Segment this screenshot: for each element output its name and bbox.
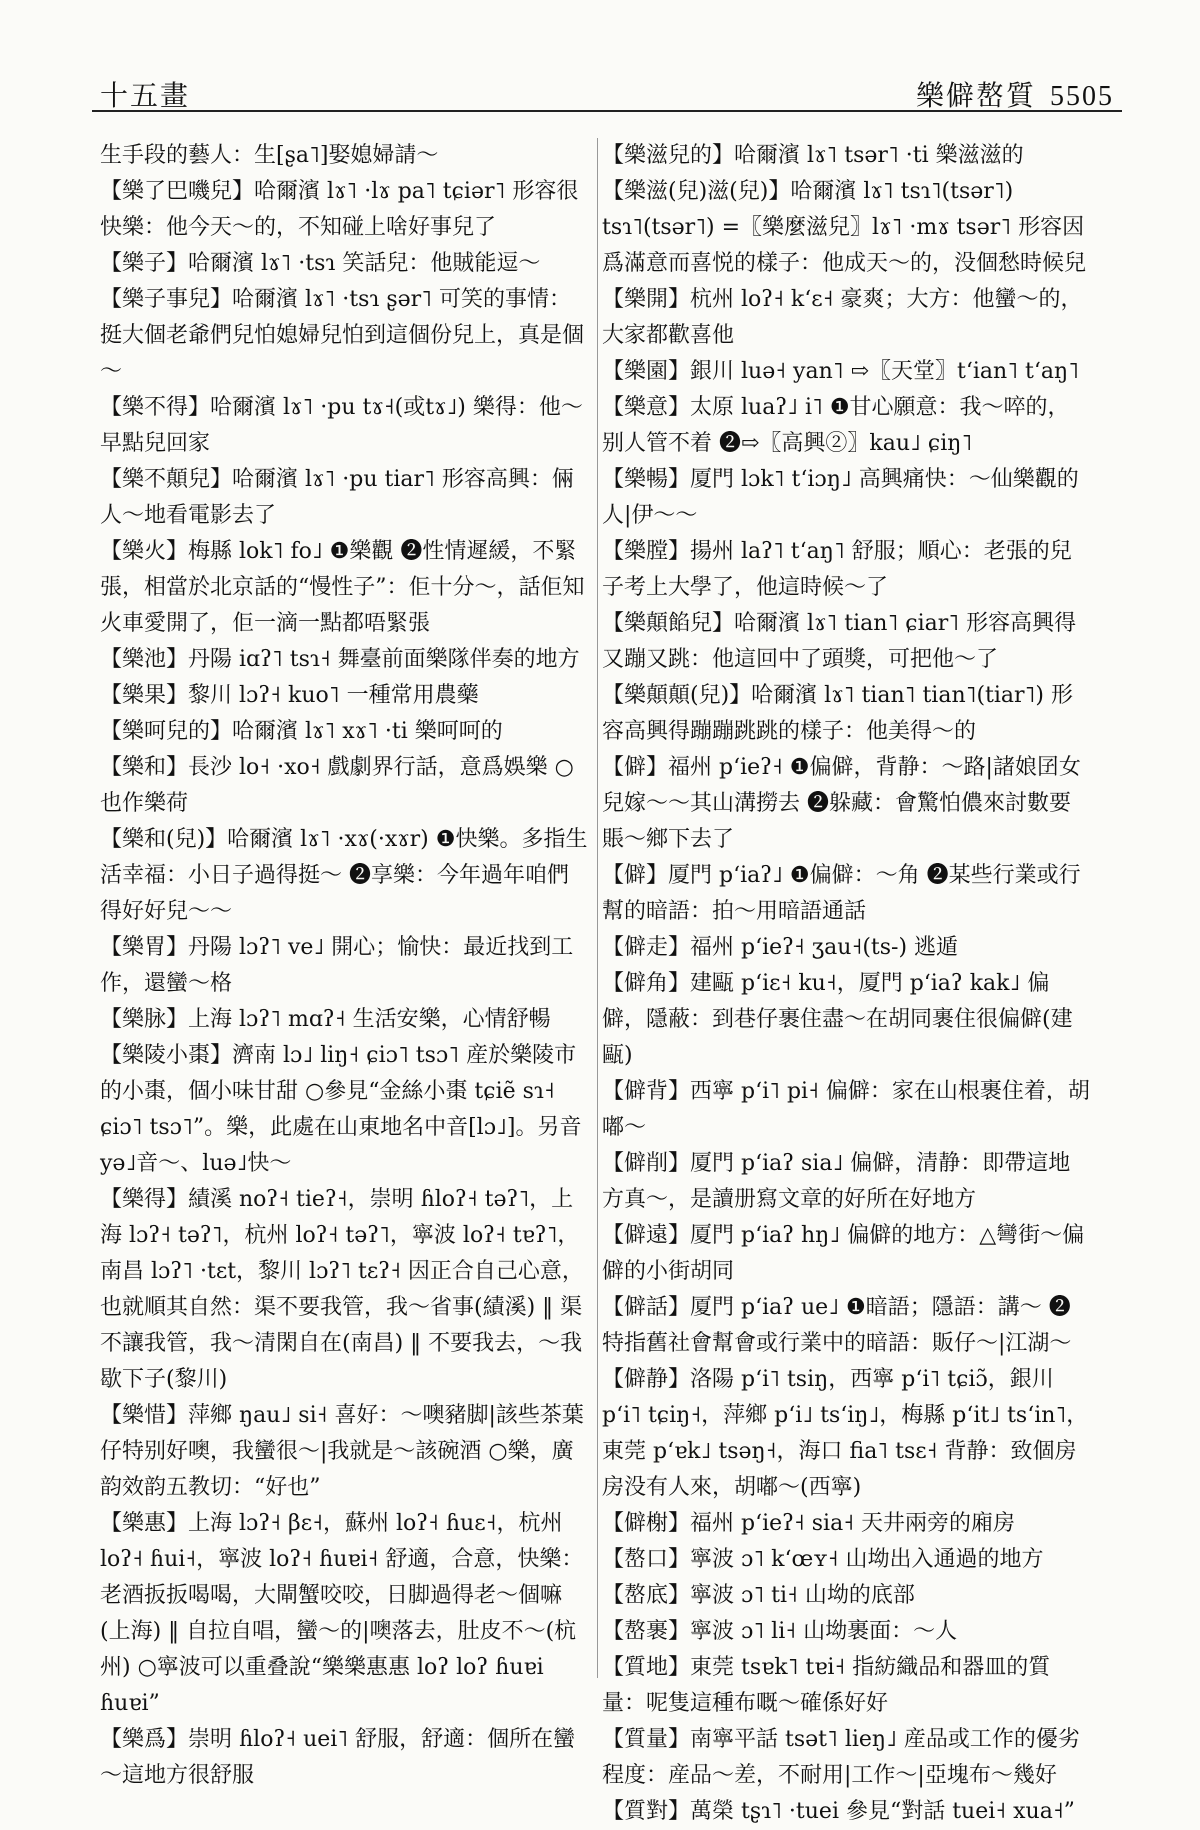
dictionary-entry: 【樂脉】上海 lɔʔ˥ mɑʔ˧ 生活安樂，心情舒暢 (100, 1007, 551, 1032)
dictionary-entry: 【樂子事兒】哈爾濱 lɤ˥ ·tsɿ ʂər˥ 可笑的事情：挺大個老爺們兒怕媳婦兒怕到這個份兒上，真是個～ (100, 287, 585, 384)
dictionary-entry: 【樂爲】崇明 ɦloʔ˧ uei˥ 舒服，舒適：個所在蠻～這地方很舒服 (100, 1727, 576, 1788)
dictionary-entry: 【僻角】建甌 pʻiɛ˧ ku˧，厦門 pʻiaʔ kak˩ 偏僻，隱蔽：到巷仔裹住盡～在胡同裹住很偏僻(建甌) (602, 971, 1073, 1068)
dictionary-entry: 【嶅裹】寧波 ɔ˥ li˧ 山坳裹面：～人 (602, 1619, 958, 1644)
right-column (602, 138, 1090, 1830)
dictionary-entry: 【質量】南寧平話 tsət˥ lieŋ˩ 産品或工作的優劣程度：産品～差，不耐用|工作～|亞塊布～幾好 (602, 1727, 1080, 1788)
dictionary-entry: 【樂惠】上海 lɔʔ˧ βɛ˧，蘇州 loʔ˧ ɦuɛ˧，杭州 loʔ˧ ɦui˧，寧波 loʔ˧ ɦuɐi˧ 舒適，合意，快樂：老酒扳扳喝喝，大閘蟹咬咬，日脚過得老～個嘛(上海) ‖ 自拉自唱，蠻～的|噢落去，肚皮不～(杭州) ○寧波可以重叠說“樂樂惠惠 loʔ loʔ ɦuɐi ɦuɐi” (100, 1511, 584, 1716)
dictionary-entry: 【僻】厦門 pʻiaʔ˩ ❶偏僻：～角 ❷某些行業或行幫的暗語：拍～用暗語通話 (602, 863, 1081, 924)
dictionary-entry: 【僻】福州 pʻieʔ˧ ❶偏僻，背静：～路|諸娘囝女兒嫁～～其山溝撈去 ❷躲藏：會驚怕儂來討數要賬～鄉下去了 (602, 755, 1081, 852)
dictionary-entry: 【樂呵兒的】哈爾濱 lɤ˥ xɤ˥ ·ti 樂呵呵的 (100, 719, 503, 744)
dictionary-entry: 【樂開】杭州 loʔ˧ kʻɛ˧ 豪爽；大方：他蠻～的，大家都歡喜他 (602, 287, 1083, 348)
header-right (916, 74, 1114, 114)
dictionary-entry: 【樂膛】揚州 laʔ˥ tʻaŋ˥ 舒服；順心：老張的兒子考上大學了，他這時候～了 (602, 539, 1072, 600)
left-column (100, 138, 588, 1794)
column-divider (597, 138, 598, 1678)
dictionary-entry: 【嶅底】寧波 ɔ˥ ti˧ 山坳的底部 (602, 1583, 915, 1608)
dictionary-entry: 【僻榭】福州 pʻieʔ˧ sia˧ 天井兩旁的廂房 (602, 1511, 1016, 1536)
page-number: 5505 (1050, 81, 1114, 112)
dictionary-entry: 【樂顛顛(兒)】哈爾濱 lɤ˥ tian˥ tian˥(tiar˥) 形容高興得蹦蹦跳跳的樣子：他美得～的 (602, 683, 1073, 744)
dictionary-entry: 【樂了巴嘰兒】哈爾濱 lɤ˥ ·lɤ pa˥ tɕiər˥ 形容很快樂：他今天～的，不知碰上啥好事兒了 (100, 179, 579, 240)
dictionary-entry: 【樂顛餡兒】哈爾濱 lɤ˥ tian˥ ɕiar˥ 形容高興得又蹦又跳：他這回中了頭獎，可把他～了 (602, 611, 1077, 672)
dictionary-entry: 【樂惜】萍鄉 ŋau˩ si˧ 喜好：～噢豬脚|該些茶葉仔特别好噢，我蠻很～|我就是～該碗酒 ○樂，廣韵效韵五教切：“好也” (100, 1403, 584, 1500)
dictionary-entry: 【樂陵小棗】濟南 lɔ˩ liŋ˧ ɕiɔ˥ tsɔ˥ 産於樂陵市的小棗，個小味甘甜 ○參見“金絲小棗 tɕiẽ sɿ˧ ɕiɔ˥ tsɔ˥”。樂，此處在山東地名中音[lɔ˩]。另音 yə˩音～、luə˩快～ (100, 1043, 582, 1176)
dictionary-entry: 【樂園】銀川 luə˧ yan˥ ⇨〖天堂〗tʻian˥ tʻaŋ˥ (602, 359, 1080, 384)
dictionary-entry: 【質地】東莞 tsɐk˥ tɐi˧ 指紡織品和器皿的質量：呢隻這種布嘅～確係好好 (602, 1655, 1051, 1716)
section-title: 十五畫 (100, 79, 191, 112)
dictionary-entry: 【樂不得】哈爾濱 lɤ˥ ·pu tɤ˧(或tɤ˩) 樂得：他～早點兒回家 (100, 395, 583, 456)
dictionary-entry: 【僻削】厦門 pʻiaʔ sia˩ 偏僻，清静：即帶這地方真～，是讀册寫文章的好所在好地方 (602, 1151, 1071, 1212)
header-characters: 樂僻嶅質 (915, 79, 1036, 112)
dictionary-entry: 【質對】萬榮 tʂɿ˥ ·tuei 參見“對話 tuei˧ xua˧” (602, 1799, 1075, 1824)
dictionary-entry: 【樂和(兒)】哈爾濱 lɤ˥ ·xɤ(·xɤr) ❶快樂。多指生活幸福：小日子過得挺～ ❷享樂：今年過年咱們得好好兒～～ (100, 827, 588, 924)
dictionary-entry: 【樂火】梅縣 lok˥ fo˩ ❶樂觀 ❷性情遲緩，不緊張，相當於北京話的“慢性子”：佢十分～，話佢知火車愛開了，佢一滴一點都唔緊張 (100, 539, 585, 636)
dictionary-entry: 【樂不顛兒】哈爾濱 lɤ˥ ·pu tiar˥ 形容高興：倆人～地看電影去了 (100, 467, 574, 528)
dictionary-entry: 【樂得】績溪 noʔ˧ tieʔ˧，崇明 ɦloʔ˧ təʔ˥，上海 lɔʔ˧ təʔ˥，杭州 loʔ˧ təʔ˥，寧波 loʔ˧ tɐʔ˥，南昌 lɔʔ˥ ·tɛt，黎川 lɔʔ˥ tɛʔ˧ 因正合自己心意，也就順其自然：渠不要我管，我～省事(績溪) ‖ 渠不讓我管，我～清閑自在(南昌) ‖ 不要我去，～我歇下子(黎川) (100, 1187, 584, 1392)
dictionary-entry: 【僻走】福州 pʻieʔ˧ ʒau˧(ts-) 逃遁 (602, 935, 959, 960)
dictionary-entry: 【樂胃】丹陽 lɔʔ˥ ve˩ 開心；愉快：最近找到工作，還蠻～格 (100, 935, 574, 996)
header-rule (92, 110, 1122, 112)
dictionary-entry: 【僻話】厦門 pʻiaʔ ue˩ ❶暗語；隱語：講～ ❷特指舊社會幫會或行業中的暗語：販仔～|江湖～ (602, 1295, 1072, 1356)
dictionary-entry: 【樂滋兒的】哈爾濱 lɤ˥ tsər˥ ·ti 樂滋滋的 (602, 143, 1024, 168)
dictionary-entry: 【樂暢】厦門 lɔk˥ tʻiɔŋ˩ 高興痛快：～仙樂觀的人|伊～～ (602, 467, 1079, 528)
dictionary-entry: 【樂子】哈爾濱 lɤ˥ ·tsɿ 笑話兒：他賊能逗～ (100, 251, 541, 276)
dictionary-entry: 【僻静】洛陽 pʻi˥ tsiŋ，西寧 pʻi˥ tɕiɔ̃，銀川 pʻi˥ tɕiŋ˧，萍鄉 pʻi˩ tsʻiŋ˩，梅縣 pʻit˩ tsʻin˥，東莞 pʻɐk˩ tsəŋ˧，海口 fia˥ tsɛ˧ 背静：致個房房没有人來，胡嘟～(西寧) (602, 1367, 1089, 1500)
dictionary-entry: 【樂果】黎川 lɔʔ˧ kuo˥ 一種常用農藥 (100, 683, 479, 708)
dictionary-entry: 【樂和】長沙 lo˧ ·xo˧ 戲劇界行話，意爲娛樂 ○也作樂荷 (100, 755, 574, 816)
page-header (92, 62, 1122, 116)
dictionary-entry: 生手段的藝人：生[ʂa˥]娶媳婦請～ (100, 143, 439, 168)
dictionary-entry: 【樂池】丹陽 iɑʔ˥ tsɿ˧ 舞臺前面樂隊伴奏的地方 (100, 647, 580, 672)
dictionary-entry: 【僻遠】厦門 pʻiaʔ hŋ˩ 偏僻的地方：△彎街～偏僻的小街胡同 (602, 1223, 1085, 1284)
dictionary-entry: 【嶅口】寧波 ɔ˥ kʻœʏ˧ 山坳出入通過的地方 (602, 1547, 1044, 1572)
dictionary-entry: 【樂意】太原 luaʔ˩ i˥ ❶甘心願意：我～啐的，别人管不着 ❷⇨〖高興②〗kau˩ ɕiŋ˥ (602, 395, 1070, 456)
dictionary-entry: 【僻背】西寧 pʻi˥ pi˧ 偏僻：家在山根裹住着，胡嘟～ (602, 1079, 1090, 1140)
dictionary-entry: 【樂滋(兒)滋(兒)】哈爾濱 lɤ˥ tsɿ˥(tsər˥) tsɿ˥(tsər˥) =〖樂麼滋兒〗lɤ˥ ·mɤ tsər˥ 形容因爲滿意而喜悦的樣子：他成天～的，没個愁時候兒 (602, 179, 1087, 276)
